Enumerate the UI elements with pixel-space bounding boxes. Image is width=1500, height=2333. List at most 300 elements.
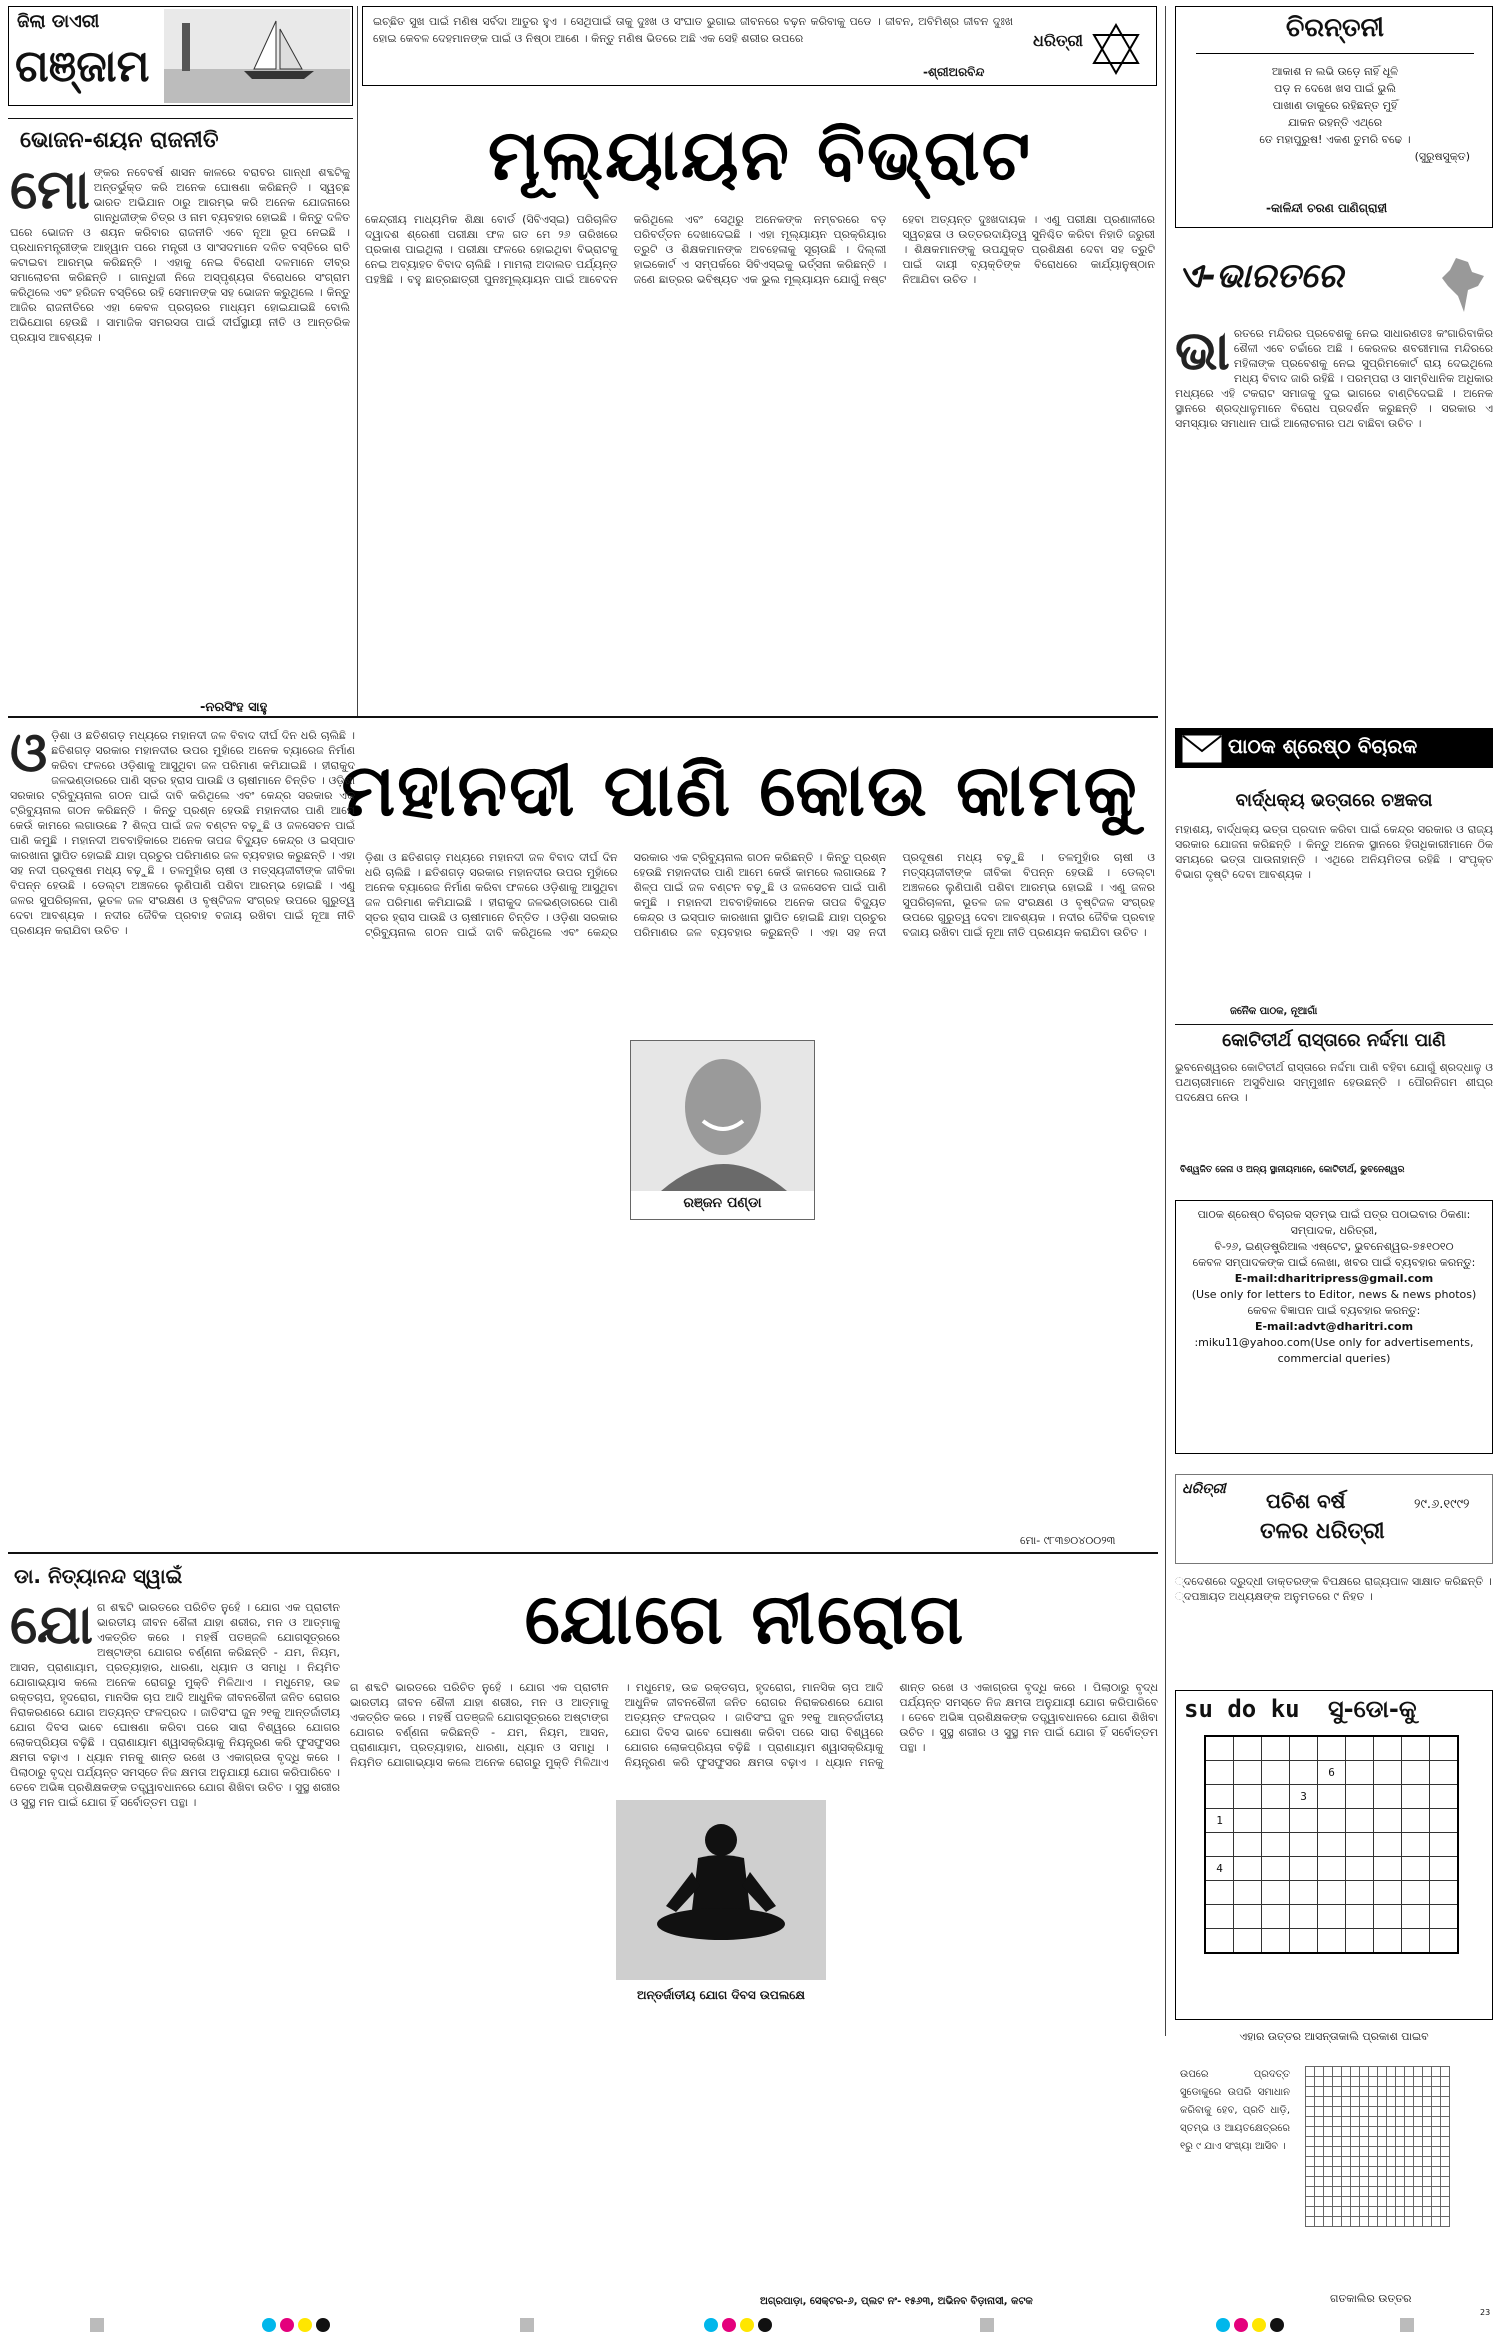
quote-text: ଇଚ୍ଛିତ ସୁଖ ପାଇଁ ମଣିଷ ସର୍ବଦା ଆତୁର ହୁଏ । ସେଥିପାଇଁ ତାକୁ ଦୁଃଖ ଓ ସଂଘାତ ଭୁଗାଇ ଜୀବନରେ ବଢ଼ନ କରିବାକୁ ପଡେ । ଜୀବନ, ଅବିମିଶ୍ର ଜୀବନ ଦୁଃଖ ହୋଇ କେବଳ ଦେହମାନଙ୍କ ପାଇଁ ଓ ନିଷ୍ଠା ଆଣେ । କିନ୍ତୁ ମଣିଷ ଭିତରେ ଅଛି ଏକ ସେହି ଶରୀର ଉପରେ — [373, 15, 1013, 45]
sudoku-cell[interactable] — [1430, 1761, 1459, 1785]
answer-cell — [1351, 2197, 1360, 2207]
sudoku-cell[interactable] — [1374, 1905, 1402, 1929]
answer-cell — [1396, 2207, 1405, 2217]
sudoku-row — [1205, 1833, 1458, 1857]
letter2-body: ଭୁବନେଶ୍ୱରର କୋଟିତୀର୍ଥ ରାସ୍ତାରେ ନର୍ଦ୍ଦମା ପାଣି ବହିବା ଯୋଗୁଁ ଶ୍ରଦ୍ଧାଳୁ ଓ ପଥଚାରୀମାନେ ଅସୁବିଧାର ସମ୍ମୁଖୀନ ହେଉଛନ୍ତି । ପୌରନିଗମ ଶୀଘ୍ର ପଦକ୍ଷେପ ନେଉ । — [1175, 1061, 1493, 1104]
answer-cell — [1441, 2067, 1450, 2077]
answer-cell — [1387, 2207, 1396, 2217]
answer-cell — [1351, 2077, 1360, 2087]
answer-cell — [1306, 2107, 1315, 2117]
sudoku-cell[interactable] — [1205, 1761, 1234, 1785]
answer-cell — [1333, 2157, 1342, 2167]
answer-cell — [1441, 2167, 1450, 2177]
advt-email-link[interactable]: E-mail:advt@dharitri.com — [1254, 1320, 1414, 1333]
sudoku-cell[interactable] — [1346, 1761, 1374, 1785]
sudoku-cell[interactable] — [1374, 1833, 1402, 1857]
answer-cell — [1315, 2217, 1324, 2227]
sudoku-cell[interactable] — [1318, 1736, 1346, 1761]
meditation-silhouette-image — [616, 1800, 826, 1980]
answer-cell — [1423, 2177, 1432, 2187]
sudoku-row — [1205, 1785, 1458, 1809]
sudoku-cell[interactable] — [1402, 1905, 1430, 1929]
answer-cell — [1360, 2117, 1369, 2127]
answer-cell — [1333, 2147, 1342, 2157]
answer-cell — [1387, 2177, 1396, 2187]
sudoku-cell[interactable] — [1290, 1761, 1318, 1785]
answer-cell — [1396, 2077, 1405, 2087]
ebharat-text: ରତରେ ମନ୍ଦିରର ପ୍ରବେଶକୁ ନେଇ ସାଧାରଣତଃ କଂଗାରିବାକିର ଶୈଳୀ ଏବେ ଚର୍ଚ୍ଚାରେ ଅଛି । କେରଳର ଶବରୀମାଳା ମନ୍ଦିରରେ ମହିଳାଙ୍କ ପ୍ରବେଶକୁ ନେଇ ସୁପ୍ରିମକୋର୍ଟ ରାୟ ଦେଇଥିଲେ ମଧ୍ୟ ବିବାଦ ଜାରି ରହିଛି । ପରମ୍ପରା ଓ ସାମ୍ବିଧାନିକ ଅଧିକାର ମଧ୍ୟରେ ଏହି ଟକରାଟ ସମାଜକୁ ଦୁଇ ଭାଗରେ ବାଣ୍ଟିଦେଇଛି । ଅନେକ ସ୍ଥାନରେ ଶ୍ରଦ୍ଧାଳୁମାନେ ବିରୋଧ ପ୍ରଦର୍ଶନ କରୁଛନ୍ତି । ସରକାର ଏ ସମସ୍ୟାର ସମାଧାନ ପାଇଁ ଆଲୋଚନାର ପଥ ବାଛିବା ଉଚିତ । — [1175, 327, 1493, 430]
answer-cell — [1414, 2217, 1423, 2227]
answer-cell — [1387, 2097, 1396, 2107]
sudoku-cell[interactable]: 3 — [1290, 1785, 1318, 1809]
sudoku-cell[interactable] — [1262, 1881, 1290, 1905]
answer-cell — [1369, 2097, 1378, 2107]
answer-cell — [1351, 2167, 1360, 2177]
story1-kicker: ଭୋଜନ-ଶୟନ ରାଜନୀତି — [20, 128, 219, 153]
flashback-item: ୍ଦପଞ୍ଚାୟତ ଅଧ୍ୟକ୍ଷଙ୍କ ଅନୁମତରେ ୯ ନିହତ । — [1175, 1590, 1373, 1603]
sudoku-cell[interactable] — [1346, 1809, 1374, 1833]
sudoku-cell[interactable] — [1430, 1833, 1459, 1857]
answer-cell — [1324, 2157, 1333, 2167]
answer-cell — [1333, 2077, 1342, 2087]
answer-cell — [1405, 2067, 1414, 2077]
answer-cell — [1378, 2117, 1387, 2127]
answer-cell — [1369, 2197, 1378, 2207]
sudoku-cell[interactable] — [1234, 1857, 1262, 1881]
answer-cell — [1387, 2127, 1396, 2137]
quote-box — [362, 6, 1157, 86]
sudoku-cell[interactable] — [1402, 1857, 1430, 1881]
sudoku-cell[interactable] — [1234, 1809, 1262, 1833]
letter1-sign: ଜନୈକ ପାଠକ, ନୂଆଗାଁ — [1230, 1006, 1318, 1017]
answer-cell — [1432, 2067, 1441, 2077]
sudoku-cell[interactable] — [1430, 1929, 1459, 1954]
sudoku-cell[interactable] — [1290, 1833, 1318, 1857]
answer-row — [1306, 2207, 1450, 2217]
sudoku-grid[interactable] — [1204, 1735, 1459, 1954]
answer-cell — [1324, 2197, 1333, 2207]
answer-row — [1306, 2137, 1450, 2147]
story4-author: ଅଗ୍ରପାଡ଼ା, ସେକ୍ଟର-୬, ପ୍ଲଟ ନଂ- ୧୫୬୩, ଅଭିନବ ବିଡ଼ାନାସୀ, କଟକ — [760, 2296, 1033, 2307]
story4-body-left — [10, 1600, 340, 2300]
poem-line: ପାଖାଣ ଡାକୁରେ ରହିଛନ୍ତ ମୁହିଁ — [1272, 99, 1398, 112]
answer-cell — [1360, 2127, 1369, 2137]
answer-cell — [1423, 2067, 1432, 2077]
answer-cell — [1405, 2197, 1414, 2207]
flashback-box — [1175, 1474, 1493, 1564]
editor-email-link[interactable]: E-mail:dharitripress@gmail.com — [1234, 1272, 1434, 1285]
gray-swatch — [520, 2318, 534, 2332]
sudoku-cell[interactable] — [1262, 1905, 1290, 1929]
sudoku-cell[interactable] — [1234, 1736, 1262, 1761]
address-line: ସମ୍ପାଦକ, ଧରିତ୍ରୀ, — [1290, 1224, 1378, 1237]
sudoku-cell[interactable] — [1290, 1929, 1318, 1954]
sudoku-cell[interactable] — [1346, 1736, 1374, 1761]
answer-cell — [1441, 2087, 1450, 2097]
sudoku-cell[interactable] — [1430, 1809, 1459, 1833]
answer-cell — [1396, 2087, 1405, 2097]
answer-cell — [1414, 2067, 1423, 2077]
sudoku-cell[interactable] — [1318, 1881, 1346, 1905]
answer-row — [1306, 2177, 1450, 2187]
answer-cell — [1369, 2137, 1378, 2147]
answer-cell — [1378, 2127, 1387, 2137]
answer-cell — [1441, 2127, 1450, 2137]
answer-cell — [1441, 2107, 1450, 2117]
sudoku-cell[interactable] — [1234, 1761, 1262, 1785]
answer-cell — [1423, 2187, 1432, 2197]
letter2-sign: ବିଶ୍ୱଜିତ ଜେନା ଓ ଅନ୍ୟ ସ୍ଥାନୀୟମାନେ, କୋଟିତୀର୍ଥ, ଭୁବନେଶ୍ୱର — [1180, 1165, 1405, 1175]
answer-cell — [1432, 2147, 1441, 2157]
chirantani-poem — [1200, 63, 1470, 165]
sudoku-cell[interactable] — [1430, 1857, 1459, 1881]
sudoku-cell[interactable] — [1374, 1761, 1402, 1785]
sudoku-cell[interactable] — [1262, 1857, 1290, 1881]
answer-cell — [1441, 2077, 1450, 2087]
sudoku-cell[interactable] — [1318, 1929, 1346, 1954]
answer-cell — [1360, 2207, 1369, 2217]
answer-cell — [1360, 2217, 1369, 2227]
answer-cell — [1342, 2137, 1351, 2147]
sudoku-cell[interactable] — [1318, 1905, 1346, 1929]
sudoku-row — [1205, 1881, 1458, 1905]
sudoku-cell[interactable] — [1205, 1785, 1234, 1809]
answer-cell — [1414, 2077, 1423, 2087]
answer-cell — [1441, 2117, 1450, 2127]
answer-cell — [1441, 2137, 1450, 2147]
letter2-heading: କୋଟିତୀର୍ଥ ରାସ୍ତାରେ ନର୍ଦ୍ଦମା ପାଣି — [1222, 1030, 1446, 1051]
sudoku-cell[interactable] — [1205, 1929, 1234, 1954]
answer-cell — [1360, 2147, 1369, 2157]
star-emblem-icon — [1088, 21, 1144, 77]
sudoku-cell[interactable] — [1346, 1881, 1374, 1905]
poem-line: ଆକାଶ ନ ଲଭି ଉଡ଼େ ନାହିଁ ଧୂଳି — [1271, 65, 1399, 78]
answer-cell — [1414, 2107, 1423, 2117]
gray-swatch — [90, 2318, 104, 2332]
answer-cell — [1324, 2087, 1333, 2097]
sudoku-cell[interactable] — [1234, 1785, 1262, 1809]
sudoku-cell[interactable]: 1 — [1205, 1809, 1234, 1833]
sudoku-cell[interactable] — [1346, 1785, 1374, 1809]
answer-cell — [1351, 2067, 1360, 2077]
sudoku-cell[interactable] — [1346, 1833, 1374, 1857]
sudoku-row — [1205, 1905, 1458, 1929]
answer-cell — [1432, 2187, 1441, 2197]
answer-cell — [1396, 2167, 1405, 2177]
sudoku-cell[interactable] — [1262, 1736, 1290, 1761]
sudoku-row — [1205, 1761, 1458, 1785]
answer-cell — [1315, 2167, 1324, 2177]
answer-cell — [1324, 2097, 1333, 2107]
answer-cell — [1351, 2117, 1360, 2127]
answer-cell — [1351, 2107, 1360, 2117]
answer-cell — [1378, 2167, 1387, 2177]
answer-cell — [1360, 2137, 1369, 2147]
sudoku-title-en: su do ku — [1184, 1695, 1300, 1723]
answer-cell — [1351, 2157, 1360, 2167]
sudoku-cell[interactable] — [1318, 1833, 1346, 1857]
sudoku-cell[interactable] — [1430, 1905, 1459, 1929]
answer-cell — [1324, 2107, 1333, 2117]
yellow-mark — [740, 2318, 754, 2332]
answer-cell — [1351, 2147, 1360, 2157]
story3-text-continued: ଡ଼ିଶା ଓ ଛତିଶଗଡ଼ ମଧ୍ୟରେ ମହାନଦୀ ଜଳ ବିବାଦ ଦୀର୍ଘ ଦିନ ଧରି ଚାଲିଛି । ଛତିଶଗଡ଼ ସରକାର ମହାନଦୀର ଉପର ମୁହାଁରେ ଅନେକ ବ୍ୟାରେଜ ନିର୍ମାଣ କରିବା ଫଳରେ ଓଡ଼ିଶାକୁ ଆସୁଥିବା ଜଳ ପରିମାଣ କମିଯାଇଛି । ହୀରାକୁଦ ଜଳଭଣ୍ଡାରରେ ପାଣି ସ୍ତର ହ୍ରାସ ପାଉଛି ଓ ଚାଷୀମାନେ ଚିନ୍ତିତ । ଓଡ଼ିଶା ସରକାର ଟ୍ରିବ୍ୟୁନାଲ ଗଠନ ପାଇଁ ଦାବି କରିଥିଲେ ଏବଂ କେନ୍ଦ୍ର ସରକାର ଏକ ଟ୍ରିବ୍ୟୁନାଲ ଗଠନ କରିଛନ୍ତି । କିନ୍ତୁ ପ୍ରଶ୍ନ ହେଉଛି ମହାନଦୀର ପାଣି ଆମେ କେଉଁ କାମରେ ଲଗାଉଛେ ? ଶିଳ୍ପ ପାଇଁ ଜଳ ବଣ୍ଟନ ବଢ଼ୁଛି ଓ ଜଳସେଚନ ପାଇଁ ପାଣି କମୁଛି । ମହାନଦୀ ଅବବାହିକାରେ ଅନେକ ତାପଜ ବିଦ୍ୟୁତ କେନ୍ଦ୍ର ଓ ଇସ୍ପାତ କାରଖାନା ସ୍ଥାପିତ ହୋଇଛି ଯାହା ପ୍ରଚୁର ପରିମାଣର ଜଳ ବ୍ୟବହାର କରୁଛନ୍ତି । ଏହା ସହ ନଦୀ ପ୍ରଦୂଷଣ ମଧ୍ୟ ବଢ଼ୁଛି । ତଳମୁହାଁର ଚାଷୀ ଓ ମତ୍ସ୍ୟଜୀବୀଙ୍କ ଜୀବିକା ବିପନ୍ନ ହେଉଛି । ଡେଲ୍ଟା ଅଞ୍ଚଳରେ ଲୁଣିପାଣି ପଶିବା ଆରମ୍ଭ ହୋଇଛି । ଏଣୁ ଜଳର ସୁପରିଚାଳନା, ଭୂତଳ ଜଳ ସଂରକ୍ଷଣ ଓ ବୃଷ୍ଟିଜଳ ସଂଗ୍ରହ ଉପରେ ଗୁରୁତ୍ୱ ଦେବା ଆବଶ୍ୟକ । ନଦୀର ଜୈବିକ ପ୍ରବାହ ବଜାୟ ରଖିବା ପାଇଁ ନୂଆ ନୀତି ପ୍ରଣୟନ କରାଯିବା ଉଚିତ । — [365, 851, 1155, 939]
story3-headline: ମହାନଦୀ ପାଣି କୋଉ କାମକୁ — [341, 748, 1139, 832]
sudoku-cell[interactable] — [1402, 1881, 1430, 1905]
cyan-mark — [262, 2318, 276, 2332]
sudoku-cell[interactable] — [1290, 1736, 1318, 1761]
district-diary-masthead — [8, 6, 353, 106]
answer-cell — [1396, 2197, 1405, 2207]
ebharat-dropcap: ଭା — [1175, 326, 1230, 382]
answer-cell — [1306, 2147, 1315, 2157]
sudoku-cell[interactable] — [1234, 1929, 1262, 1954]
answer-cell — [1315, 2097, 1324, 2107]
sudoku-cell[interactable] — [1262, 1929, 1290, 1954]
sudoku-cell[interactable] — [1290, 1881, 1318, 1905]
sudoku-cell[interactable] — [1374, 1785, 1402, 1809]
answer-cell — [1342, 2207, 1351, 2217]
answer-cell — [1423, 2127, 1432, 2137]
answer-cell — [1351, 2087, 1360, 2097]
answer-cell — [1333, 2187, 1342, 2197]
address-line: ପାଠକ ଶ୍ରେଷ୍ଠ ବିଚାରକ ସ୍ତମ୍ଭ ପାଇଁ ପତ୍ର ପଠାଇବାର ଠିକଣା: — [1197, 1208, 1471, 1221]
answer-cell — [1342, 2067, 1351, 2077]
sudoku-cell[interactable] — [1346, 1929, 1374, 1954]
answer-cell — [1423, 2157, 1432, 2167]
answer-cell — [1432, 2097, 1441, 2107]
story2-headline: ମୂଲ୍ୟାୟନ ବିଭ୍ରାଟ — [487, 114, 1033, 196]
answer-row — [1306, 2077, 1450, 2087]
answer-cell — [1324, 2177, 1333, 2187]
answer-cell — [1396, 2117, 1405, 2127]
answer-cell — [1306, 2127, 1315, 2137]
sudoku-cell[interactable] — [1374, 1736, 1402, 1761]
sudoku-cell[interactable] — [1430, 1736, 1459, 1761]
answer-cell — [1324, 2147, 1333, 2157]
ebharat-title: ଏ-ଭାରତରେ — [1178, 256, 1344, 296]
answer-cell — [1369, 2217, 1378, 2227]
answer-cell — [1360, 2077, 1369, 2087]
answer-cell — [1351, 2127, 1360, 2137]
sudoku-cell[interactable] — [1402, 1833, 1430, 1857]
answer-cell — [1342, 2177, 1351, 2187]
story1-author: -ନରସିଂହ ସାହୁ — [200, 700, 268, 715]
answer-cell — [1378, 2157, 1387, 2167]
sudoku-cell[interactable] — [1262, 1761, 1290, 1785]
envelope-icon — [1182, 735, 1222, 763]
answer-cell — [1396, 2147, 1405, 2157]
answer-cell — [1369, 2177, 1378, 2187]
answer-cell — [1441, 2207, 1450, 2217]
sudoku-cell[interactable] — [1402, 1736, 1430, 1761]
answer-cell — [1315, 2127, 1324, 2137]
answer-cell — [1405, 2087, 1414, 2097]
sudoku-cell[interactable] — [1402, 1785, 1430, 1809]
answer-cell — [1360, 2187, 1369, 2197]
poem-line: ଯାକନ ରହନ୍ତି ଏଥ୍ରେ — [1287, 116, 1383, 129]
author-photo — [630, 1040, 815, 1220]
sudoku-cell[interactable] — [1346, 1905, 1374, 1929]
answer-cell — [1405, 2167, 1414, 2177]
sudoku-cell[interactable] — [1346, 1857, 1374, 1881]
sudoku-cell[interactable] — [1290, 1809, 1318, 1833]
answer-cell — [1342, 2167, 1351, 2177]
answer-row — [1306, 2097, 1450, 2107]
answer-cell — [1423, 2137, 1432, 2147]
answer-cell — [1342, 2117, 1351, 2127]
answer-cell — [1432, 2157, 1441, 2167]
answer-cell — [1342, 2157, 1351, 2167]
sudoku-cell[interactable] — [1205, 1736, 1234, 1761]
answer-cell — [1324, 2207, 1333, 2217]
answer-cell — [1378, 2207, 1387, 2217]
sudoku-cell[interactable] — [1234, 1833, 1262, 1857]
answer-cell — [1342, 2107, 1351, 2117]
answer-cell — [1315, 2157, 1324, 2167]
answer-cell — [1369, 2167, 1378, 2177]
answer-cell — [1405, 2177, 1414, 2187]
answer-cell — [1423, 2087, 1432, 2097]
answer-cell — [1387, 2077, 1396, 2087]
answer-cell — [1324, 2137, 1333, 2147]
portrait-image — [631, 1041, 814, 1191]
answer-cell — [1315, 2207, 1324, 2217]
sudoku-cell[interactable] — [1374, 1881, 1402, 1905]
answer-cell — [1369, 2077, 1378, 2087]
sudoku-cell[interactable] — [1234, 1881, 1262, 1905]
sudoku-cell[interactable] — [1402, 1809, 1430, 1833]
answer-cell — [1396, 2107, 1405, 2117]
answer-cell — [1414, 2137, 1423, 2147]
sudoku-answer-grid — [1305, 2066, 1450, 2227]
india-map-icon — [1438, 256, 1488, 314]
answer-cell — [1369, 2117, 1378, 2127]
answer-cell — [1306, 2207, 1315, 2217]
answer-cell — [1315, 2067, 1324, 2077]
page-number: 23 — [1480, 2308, 1491, 2317]
answer-cell — [1396, 2137, 1405, 2147]
flashback-brand: ଧରିତ୍ରୀ — [1182, 1481, 1226, 1497]
story4-dropcap: ଯୋ — [10, 1600, 93, 1656]
answer-cell — [1333, 2107, 1342, 2117]
answer-cell — [1414, 2157, 1423, 2167]
answer-cell — [1351, 2217, 1360, 2227]
answer-cell — [1405, 2107, 1414, 2117]
answer-cell — [1414, 2197, 1423, 2207]
sudoku-cell[interactable] — [1290, 1905, 1318, 1929]
answer-cell — [1351, 2187, 1360, 2197]
author-photo-caption: ରଞ୍ଜନ ପଣ୍ଡା — [683, 1195, 762, 1211]
answer-cell — [1315, 2077, 1324, 2087]
brand-logo: ଧରିତ୍ରୀ — [1033, 31, 1083, 50]
cyan-mark — [1216, 2318, 1230, 2332]
chirantani-poet: -କାଳିନ୍ଦୀ ଚରଣ ପାଣିଗ୍ରାହୀ — [1266, 201, 1388, 215]
answer-cell — [1333, 2097, 1342, 2107]
answer-cell — [1306, 2067, 1315, 2077]
answer-cell — [1306, 2197, 1315, 2207]
answer-cell — [1342, 2147, 1351, 2157]
sudoku-cell[interactable] — [1205, 1905, 1234, 1929]
answer-row — [1306, 2167, 1450, 2177]
answer-cell — [1324, 2167, 1333, 2177]
answer-cell — [1405, 2137, 1414, 2147]
sudoku-cell[interactable]: 4 — [1205, 1857, 1234, 1881]
sudoku-cell[interactable] — [1374, 1929, 1402, 1954]
sudoku-cell[interactable] — [1430, 1881, 1459, 1905]
answer-cell — [1369, 2207, 1378, 2217]
chirantani-box — [1175, 6, 1493, 228]
sudoku-cell[interactable] — [1318, 1809, 1346, 1833]
yoga-photo — [616, 1800, 826, 2010]
sudoku-box — [1175, 1690, 1493, 2020]
answer-cell — [1351, 2207, 1360, 2217]
sudoku-cell[interactable] — [1430, 1785, 1459, 1809]
sudoku-cell[interactable] — [1262, 1785, 1290, 1809]
sudoku-cell[interactable] — [1262, 1833, 1290, 1857]
sudoku-cell[interactable] — [1205, 1833, 1234, 1857]
answer-cell — [1369, 2147, 1378, 2157]
answer-cell — [1378, 2217, 1387, 2227]
answer-cell — [1387, 2217, 1396, 2227]
sudoku-cell[interactable] — [1402, 1761, 1430, 1785]
sudoku-row — [1205, 1736, 1458, 1761]
answer-cell — [1333, 2067, 1342, 2077]
sudoku-cell[interactable] — [1234, 1905, 1262, 1929]
answer-cell — [1333, 2197, 1342, 2207]
flashback-title-2: ତଳର ଧରିତ୍ରୀ — [1260, 1519, 1385, 1544]
answer-cell — [1423, 2207, 1432, 2217]
story2-body — [365, 212, 1155, 712]
sudoku-cell[interactable] — [1290, 1857, 1318, 1881]
answer-cell — [1378, 2067, 1387, 2077]
ebharat-label — [1178, 256, 1493, 316]
sudoku-answer-label: ଗତକାଲିର ଉତ୍ତର — [1330, 2292, 1412, 2305]
ebharat-body — [1175, 326, 1493, 706]
sudoku-row — [1205, 1929, 1458, 1954]
sudoku-cell[interactable] — [1318, 1857, 1346, 1881]
sudoku-cell[interactable] — [1374, 1809, 1402, 1833]
flashback-items — [1175, 1574, 1493, 1604]
answer-cell — [1306, 2187, 1315, 2197]
answer-cell — [1333, 2167, 1342, 2177]
answer-cell — [1306, 2157, 1315, 2167]
magenta-mark — [722, 2318, 736, 2332]
sudoku-cell[interactable] — [1318, 1785, 1346, 1809]
answer-cell — [1369, 2127, 1378, 2137]
sudoku-cell[interactable] — [1262, 1809, 1290, 1833]
answer-cell — [1360, 2197, 1369, 2207]
answer-row — [1306, 2157, 1450, 2167]
answer-row — [1306, 2187, 1450, 2197]
answer-row — [1306, 2087, 1450, 2097]
sudoku-cell[interactable] — [1402, 1929, 1430, 1954]
story2-text: କେନ୍ଦ୍ରୀୟ ମାଧ୍ୟମିକ ଶିକ୍ଷା ବୋର୍ଡ (ସିବିଏସ୍‌ଇ) ପରିଚାଳିତ ଦ୍ୱାଦଶ ଶ୍ରେଣୀ ପରୀକ୍ଷା ଫଳ ଗତ ମେ ୨୬ ତାରିଖରେ ପ୍ରକାଶ ପାଇଥିଲା । ପରୀକ୍ଷା ଫଳରେ ହୋଇଥିବା ବିଭ୍ରାଟକୁ ନେଇ ଅବ୍ୟାହତ ବିବାଦ ଚାଲିଛି । ମାମଲା ଅଦାଲତ ପର୍ଯ୍ୟନ୍ତ ପହଞ୍ଚିଛି । ବହୁ ଛାତ୍ରଛାତ୍ରୀ ପୁନଃମୂଲ୍ୟାୟନ ପାଇଁ ଆବେଦନ କରିଥିଲେ ଏବଂ ସେଥିରୁ ଅନେକଙ୍କ ନମ୍ବରରେ ବଡ଼ ପରିବର୍ତ୍ତନ ଦେଖାଦେଇଛି । ଏହା ମୂଲ୍ୟାୟନ ପ୍ରକ୍ରିୟାର ତ୍ରୁଟି ଓ ଶିକ୍ଷକମାନଙ୍କ ଅବହେଳାକୁ ସୂଚାଉଛି । ଦିଲ୍ଲୀ ହାଇକୋର୍ଟ ଏ ସମ୍ପର୍କରେ ସିବିଏସ୍‌ଇକୁ ଭର୍ତ୍ସନା କରିଛନ୍ତି । ଜଣେ ଛାତ୍ରର ଭବିଷ୍ୟତ ଏକ ଭୁଲ ମୂଲ୍ୟାୟନ ଯୋଗୁଁ ନଷ୍ଟ ହେବା ଅତ୍ୟନ୍ତ ଦୁଃଖଦାୟକ । ଏଣୁ ପରୀକ୍ଷା ପ୍ରଣାଳୀରେ ସ୍ୱଚ୍ଛତା ଓ ଉତ୍ତରଦାୟିତ୍ୱ ସୁନିଶ୍ଚିତ କରିବା ନିହାତି ଜରୁରୀ । ଶିକ୍ଷକମାନଙ୍କୁ ଉପଯୁକ୍ତ ପ୍ରଶିକ୍ଷଣ ଦେବା ସହ ତ୍ରୁଟି ପାଇଁ ଦାୟୀ ବ୍ୟକ୍ତିଙ୍କ ବିରୋଧରେ କାର୍ଯ୍ୟାନୁଷ୍ଠାନ ନିଆଯିବା ଉଚିତ । — [365, 213, 1155, 286]
sudoku-cell[interactable]: 6 — [1318, 1761, 1346, 1785]
answer-cell — [1432, 2077, 1441, 2087]
answer-cell — [1324, 2117, 1333, 2127]
answer-cell — [1432, 2167, 1441, 2177]
answer-cell — [1360, 2067, 1369, 2077]
answer-cell — [1423, 2107, 1432, 2117]
answer-cell — [1333, 2207, 1342, 2217]
advt-email-link-2[interactable]: :miku11@yahoo.com(Use only for advertisements, commercial queries) — [1194, 1336, 1474, 1365]
sudoku-cell[interactable] — [1374, 1857, 1402, 1881]
answer-cell — [1387, 2187, 1396, 2197]
answer-cell — [1441, 2177, 1450, 2187]
sudoku-cell[interactable] — [1205, 1881, 1234, 1905]
answer-cell — [1396, 2177, 1405, 2187]
